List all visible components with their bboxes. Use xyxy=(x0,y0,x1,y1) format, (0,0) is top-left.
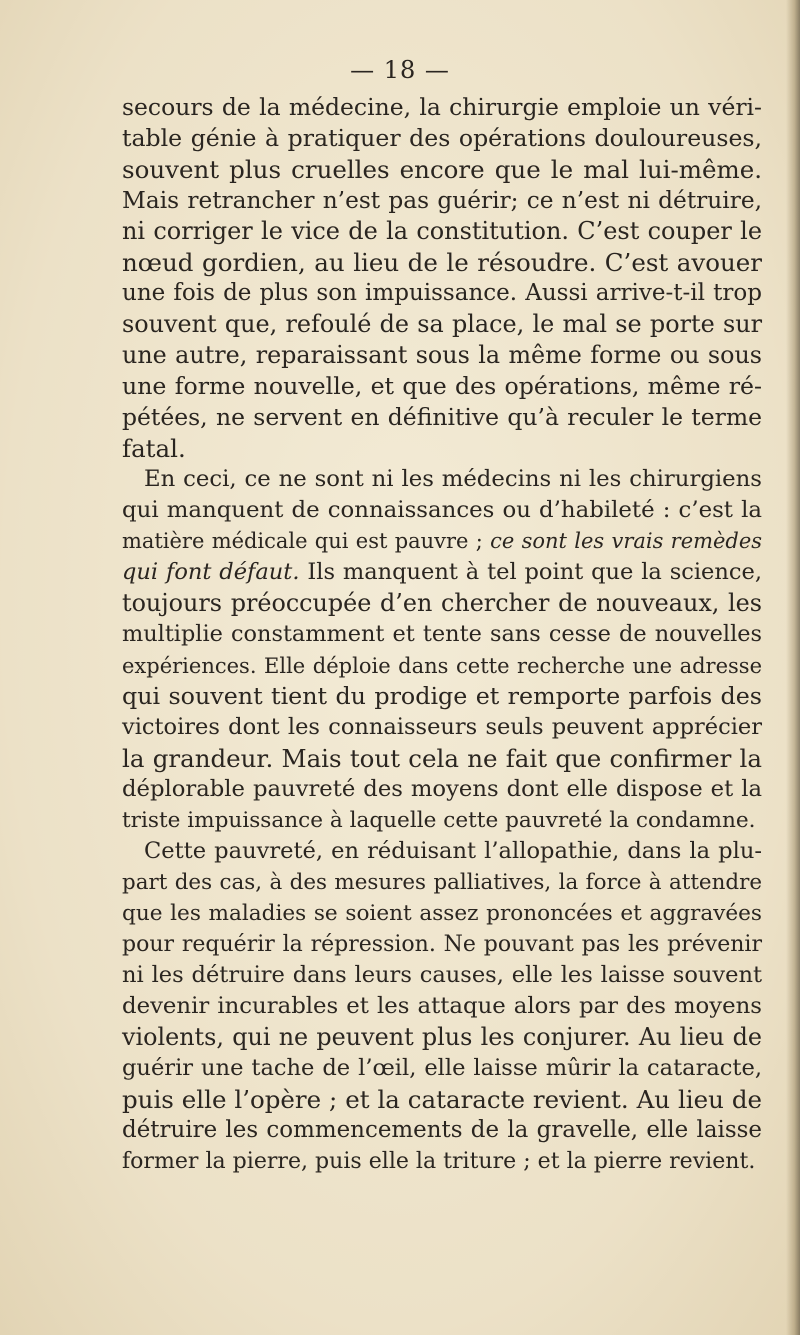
text-line-content: table génie à pratiquer des opérations douloureuses, xyxy=(122,124,762,152)
text-line-content: que les maladies se soient assez prononcées et aggravées xyxy=(122,901,762,926)
text-line-content: guérir une tache de l’œil, elle laisse mûrir la cataracte, xyxy=(122,1055,762,1081)
page-number: — 18 — xyxy=(350,56,450,84)
text-line xyxy=(122,278,762,309)
text-line-content: violents, qui ne peuvent plus les conjurer. Au lieu de xyxy=(122,1023,762,1051)
text-line xyxy=(122,650,762,681)
text-line-content: Mais retrancher n’est pas guérir; ce n’est ni détruire, xyxy=(122,187,762,214)
text-line xyxy=(122,681,762,712)
text-line-content: fatal. xyxy=(122,434,186,463)
text-line-content: souvent que, refoulé de sa place, le mal se porte sur xyxy=(122,310,762,338)
text-line xyxy=(122,929,762,960)
text-line-content: qui souvent tient du prodige et remporte parfois des xyxy=(122,682,762,710)
text-line xyxy=(122,1022,762,1053)
text-line-content: la grandeur. Mais tout cela ne fait que confirmer la xyxy=(122,744,762,773)
text-line xyxy=(122,960,762,991)
text-line-content: matière médicale qui est pauvre ; xyxy=(122,529,491,553)
text-line xyxy=(122,92,762,123)
text-line-content: détruire les commencements de la gravelle, elle laisse xyxy=(122,1117,762,1143)
text-line-content: une forme nouvelle, et que des opérations, même ré- xyxy=(122,372,762,400)
text-line-content: expériences. Elle déploie dans cette recherche une adresse xyxy=(122,653,762,678)
text-line xyxy=(122,712,762,743)
text-line-content: triste impuissance à laquelle cette pauvreté la condamne. xyxy=(122,808,756,833)
text-line xyxy=(122,402,762,433)
text-line-content: toujours préoccupée d’en chercher de nouveaux, les xyxy=(122,589,762,617)
text-line xyxy=(122,495,762,526)
text-line-content: Ils manquent à tel point que la science, xyxy=(299,559,762,585)
text-line-content: secours de la médecine, la chirurgie emploie un véri- xyxy=(122,93,762,121)
text-line xyxy=(122,619,762,650)
text-line-content: souvent plus cruelles encore que le mal lui-même. xyxy=(122,155,762,184)
body-text xyxy=(122,92,762,1177)
text-line xyxy=(122,526,762,557)
text-line-content: ni les détruire dans leurs causes, elle les laisse souvent xyxy=(122,962,762,988)
text-line xyxy=(122,464,762,495)
text-line xyxy=(122,898,762,929)
text-line xyxy=(122,185,762,216)
text-line-content: déplorable pauvreté des moyens dont elle dispose et la xyxy=(122,776,762,802)
text-line xyxy=(122,1146,762,1177)
text-line xyxy=(122,433,762,464)
text-line xyxy=(122,371,762,402)
text-line xyxy=(122,836,762,867)
text-line-content: devenir incurables et les attaque alors par des moyens xyxy=(122,993,762,1019)
text-line-content: En ceci, ce ne sont ni les médecins ni les chirurgiens xyxy=(144,466,762,492)
italic-emphasis: qui font défaut. xyxy=(122,559,300,585)
text-line xyxy=(122,247,762,278)
text-line-content: pour requérir la répression. Ne pouvant pas les prévenir xyxy=(122,932,762,957)
text-line-content: former la pierre, puis elle la triture ; et la pierre revient. xyxy=(122,1149,756,1174)
text-line xyxy=(122,805,762,836)
text-line xyxy=(122,991,762,1022)
text-line xyxy=(122,867,762,898)
text-line xyxy=(122,1115,762,1146)
text-line-content: part des cas, à des mesures palliatives, la force à attendre xyxy=(122,870,762,895)
text-line xyxy=(122,743,762,774)
text-line-content: pétées, ne servent en définitive qu’à reculer le terme xyxy=(122,403,762,431)
text-line xyxy=(122,340,762,371)
text-line-content: ni corriger le vice de la constitution. C’est couper le xyxy=(122,217,762,245)
text-line-content: qui manquent de connaissances ou d’habileté : c’est la xyxy=(122,497,762,523)
text-line xyxy=(122,774,762,805)
text-line xyxy=(122,123,762,154)
text-line xyxy=(122,216,762,247)
text-line-content: Cette pauvreté, en réduisant l’allopathie, dans la plu- xyxy=(144,838,762,864)
text-line xyxy=(122,1053,762,1084)
text-line xyxy=(122,309,762,340)
text-line-content: une autre, reparaissant sous la même forme ou sous xyxy=(122,341,762,369)
text-line-content: multiplie constamment et tente sans cesse de nouvelles xyxy=(122,621,762,647)
text-line-content: nœud gordien, au lieu de le résoudre. C’est avouer xyxy=(122,248,762,277)
italic-emphasis: ce sont les vrais remèdes xyxy=(490,529,762,553)
text-line xyxy=(122,588,762,619)
text-line xyxy=(122,557,762,588)
text-line-content: une fois de plus son impuissance. Aussi arrive-t-il trop xyxy=(122,280,762,306)
text-line xyxy=(122,154,762,185)
text-line-content: puis elle l’opère ; et la cataracte revient. Au lieu de xyxy=(122,1085,762,1114)
text-line xyxy=(122,1084,762,1115)
text-line-content: victoires dont les connaisseurs seuls peuvent apprécier xyxy=(122,714,762,740)
page-edge-shadow xyxy=(786,0,800,1335)
